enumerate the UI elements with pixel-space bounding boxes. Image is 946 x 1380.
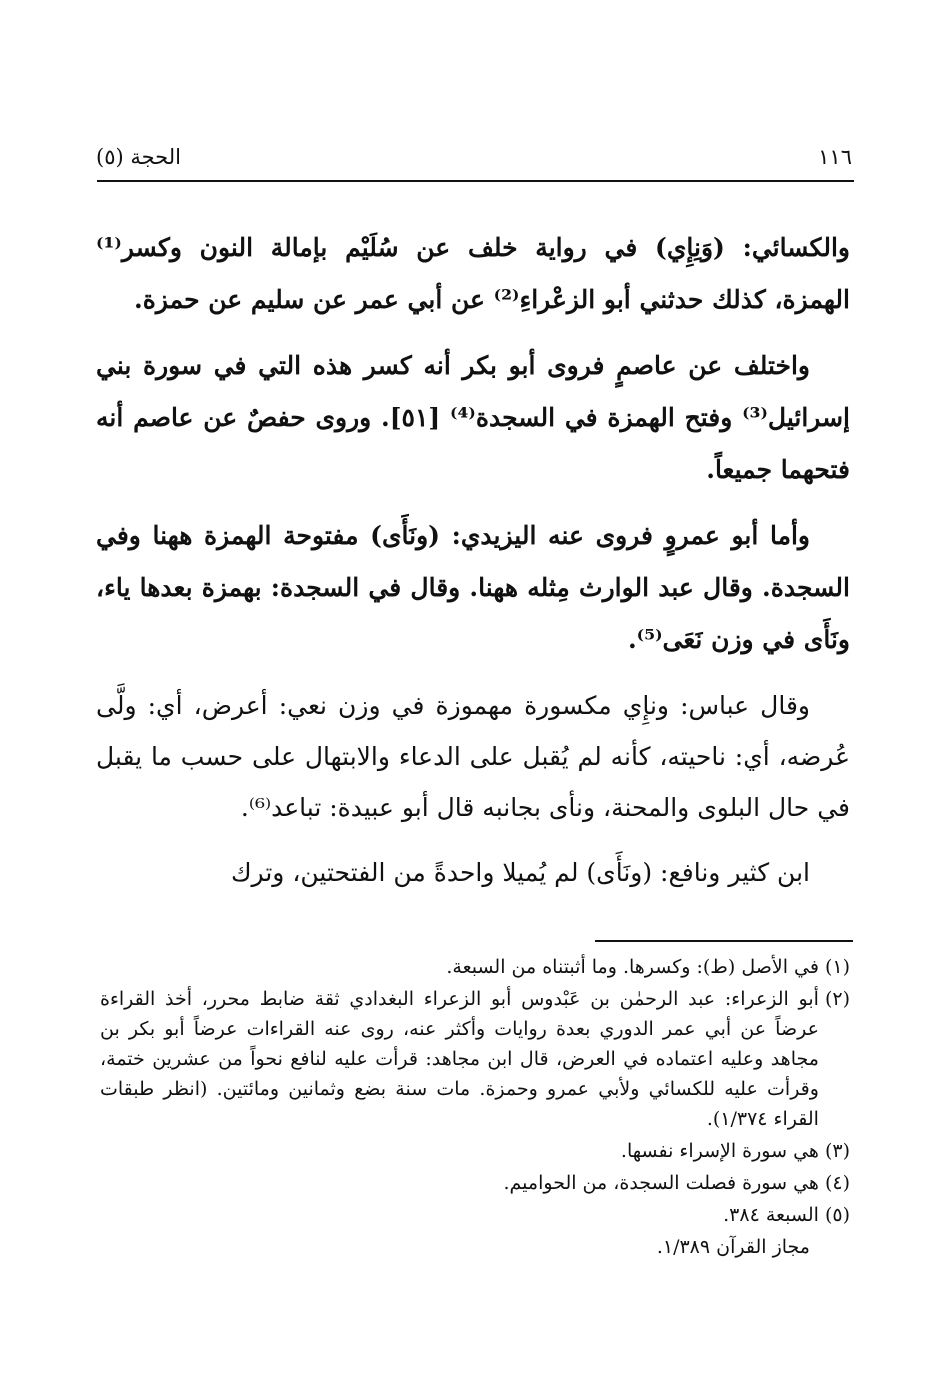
- footnote-4: [100, 1168, 850, 1198]
- page-header: [96, 140, 852, 174]
- paragraph-1: والكسائي: (وَنِإِي) في رواية خلف عن سُلَيْم بإمالة النون وكسر⁽¹⁾ الهمزة، كذلك حدثني أبو الزعْراءِ⁽²⁾ عن أبي عمر عن سليم عن حمزة.: [96, 233, 850, 314]
- footnote-number: (٤): [824, 1172, 850, 1194]
- page-number: ١١٦: [818, 145, 852, 169]
- footnote-text: السبعة ٣٨٤.: [723, 1204, 819, 1226]
- footnote-6: [100, 1232, 850, 1262]
- footnotes: [100, 952, 850, 1264]
- paragraph-3: وأما أبو عمروٍ فروى عنه اليزيدي: (ونَأَى) مفتوحة الهمزة ههنا وفي السجدة. وقال عبد الوارث مِثله ههنا. وقال في السجدة: بهمزة بعدها ياء، ونَأَى في وزن نَعَى⁽⁵⁾.: [96, 521, 850, 654]
- footnote-number: (٥): [824, 1204, 850, 1226]
- running-title: الحجة (٥): [96, 145, 181, 169]
- footnote-number: (٢): [824, 988, 850, 1010]
- footnote-3: [100, 1136, 850, 1166]
- footnote-number: (١): [824, 956, 850, 978]
- main-text: [96, 222, 850, 898]
- footnote-text: في الأصل (ط): وكسرها. وما أثبتناه من السبعة.: [446, 956, 819, 978]
- footnote-rule: [595, 940, 853, 942]
- paragraph-2: واختلف عن عاصمٍ فروى أبو بكر أنه كسر هذه التي في سورة بني إسرائيل⁽³⁾ وفتح الهمزة في السجدة⁽⁴⁾ [٥١]. وروى حفصٌ عن عاصم أنه فتحهما جميعاً.: [96, 351, 850, 484]
- footnote-text: مجاز القرآن ١/٣٨٩.: [656, 1236, 810, 1258]
- paragraph-5: ابن كثير ونافع: (ونَأَى) لم يُميلا واحدةً من الفتحتين، وترك: [230, 858, 810, 887]
- footnote-5: [100, 1200, 850, 1230]
- footnote-1: [100, 952, 850, 982]
- footnote-text: أبو الزعراء: عبد الرحمٰن بن عَبْدوس أبو الزعراء البغدادي ثقة ضابط محرر، أخذ القراءة عرضاً عن أبي عمر الدوري بعدة روايات وأكثر عنه، روى عنه القراءات عرضاً أبو بكر بن مجاهد وعليه اعتماده في العرض، قال ابن مجاهد: قرأت عليه لنافع نحواً من عشرين ختمة، وقرأت عليه للكسائي ولأبي عمرو وحمزة. مات سنة بضع وثمانين ومائتين. (انظر طبقات القراء ١/٣٧٤).: [100, 988, 819, 1130]
- header-rule: [97, 180, 854, 182]
- footnote-text: هي سورة الإسراء نفسها.: [620, 1140, 819, 1162]
- footnote-text: هي سورة فصلت السجدة، من الحواميم.: [503, 1172, 819, 1194]
- paragraph-4: وقال عباس: ونإِي مكسورة مهموزة في وزن نعي: أعرض، أي: ولَّى عُرضه، أي: ناحيته، كأنه لم يُقبل على الدعاء والابتهال على حسب ما يقبل في حال البلوى والمحنة، ونأى بجانبه قال أبو عبيدة: تباعد⁽⁶⁾.: [96, 691, 850, 822]
- footnote-number: (٣): [824, 1140, 850, 1162]
- footnote-2: [100, 984, 850, 1134]
